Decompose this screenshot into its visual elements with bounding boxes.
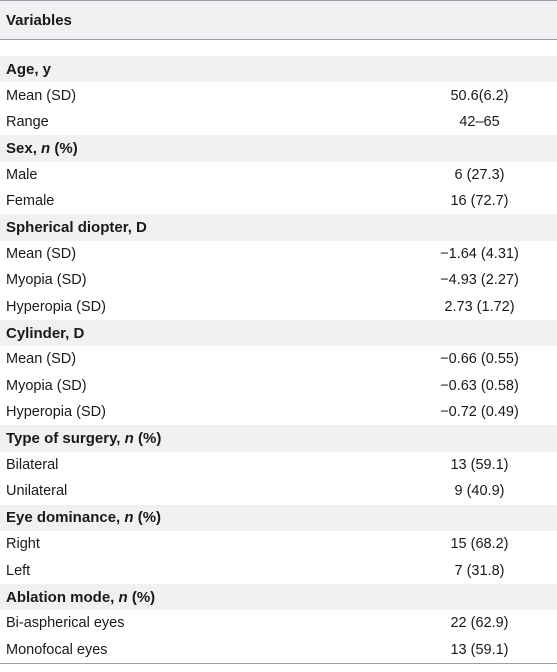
- section-title-suffix: (%): [133, 430, 162, 448]
- table-row: [0, 188, 557, 214]
- table-header: [0, 0, 557, 40]
- section-title-prefix: Ablation mode,: [6, 588, 119, 606]
- row-label: Mean (SD): [6, 245, 77, 262]
- section-title: Age, y: [6, 60, 52, 78]
- section-title: [0, 430, 416, 447]
- header-variables: Variables: [6, 11, 72, 29]
- row-label: Bi-aspherical eyes: [6, 615, 125, 632]
- section-title-italic: n: [124, 509, 134, 527]
- section-title-italic: n: [41, 139, 51, 157]
- row-value: 13 (59.1): [450, 457, 509, 474]
- table-row: [0, 373, 557, 399]
- table-row: [0, 241, 557, 267]
- row-label: Bilateral: [6, 457, 59, 474]
- section-title-prefix: Type of surgery,: [6, 430, 125, 448]
- table-row: [0, 610, 557, 636]
- row-value: −1.64 (4.31): [440, 245, 519, 262]
- section-title: Cylinder, D: [6, 324, 85, 342]
- row-value: −0.66 (0.55): [440, 351, 519, 368]
- section-cylinder: [0, 320, 557, 346]
- row-value: 15 (68.2): [450, 536, 509, 553]
- row-label: Hyperopia (SD): [6, 404, 106, 421]
- table-row: [0, 267, 557, 293]
- row-label: Mean (SD): [6, 351, 77, 368]
- section-title-suffix: (%): [127, 588, 156, 606]
- table-row: [0, 399, 557, 425]
- row-value: −4.93 (2.27): [440, 272, 519, 289]
- row-label: Left: [6, 562, 31, 579]
- section-title-suffix: (%): [133, 509, 162, 527]
- row-label: Male: [6, 166, 38, 183]
- header-gap: [0, 40, 557, 56]
- table-row: [0, 452, 557, 478]
- table-row: [0, 109, 557, 135]
- row-value: 6 (27.3): [454, 166, 505, 183]
- section-age: [0, 56, 557, 82]
- table-row: [0, 346, 557, 372]
- section-title-italic: n: [118, 588, 128, 606]
- row-label: Mean (SD): [6, 87, 77, 104]
- section-type-of-surgery: [0, 425, 557, 451]
- section-sex: [0, 135, 557, 161]
- row-label: Hyperopia (SD): [6, 298, 106, 315]
- row-value: 2.73 (1.72): [444, 298, 515, 315]
- row-value: 13 (59.1): [450, 641, 509, 658]
- row-label: Range: [6, 113, 49, 130]
- section-title: Spherical diopter, D: [6, 219, 147, 237]
- section-title-suffix: (%): [50, 139, 78, 157]
- row-value: 7 (31.8): [454, 562, 505, 579]
- row-label: Female: [6, 193, 55, 210]
- table-row: [0, 294, 557, 320]
- row-value: 42–65: [459, 113, 500, 130]
- row-value: 22 (62.9): [450, 615, 509, 632]
- table-row: [0, 162, 557, 188]
- section-title: [0, 140, 416, 157]
- row-label: Myopia (SD): [6, 377, 87, 394]
- section-title-italic: n: [124, 430, 134, 448]
- row-label: Monofocal eyes: [6, 641, 108, 658]
- row-value: −0.72 (0.49): [440, 404, 519, 421]
- table-row: [0, 478, 557, 504]
- row-value: −0.63 (0.58): [440, 377, 519, 394]
- section-title: [0, 589, 416, 606]
- row-value: 9 (40.9): [454, 483, 505, 500]
- table-row: [0, 82, 557, 108]
- row-label: Unilateral: [6, 483, 68, 500]
- table-row: [0, 531, 557, 557]
- row-value: 50.6(6.2): [450, 87, 509, 104]
- section-title: [0, 509, 416, 526]
- bottom-rule: [0, 663, 557, 664]
- section-eye-dominance: [0, 505, 557, 531]
- section-spherical-diopter: [0, 214, 557, 240]
- row-label: Right: [6, 536, 40, 553]
- section-title-prefix: Sex,: [6, 139, 42, 157]
- row-value: 16 (72.7): [450, 193, 509, 210]
- table-row: [0, 557, 557, 583]
- table-row: [0, 637, 557, 663]
- section-title-prefix: Eye dominance,: [6, 509, 125, 527]
- row-label: Myopia (SD): [6, 272, 87, 289]
- section-ablation-mode: [0, 584, 557, 610]
